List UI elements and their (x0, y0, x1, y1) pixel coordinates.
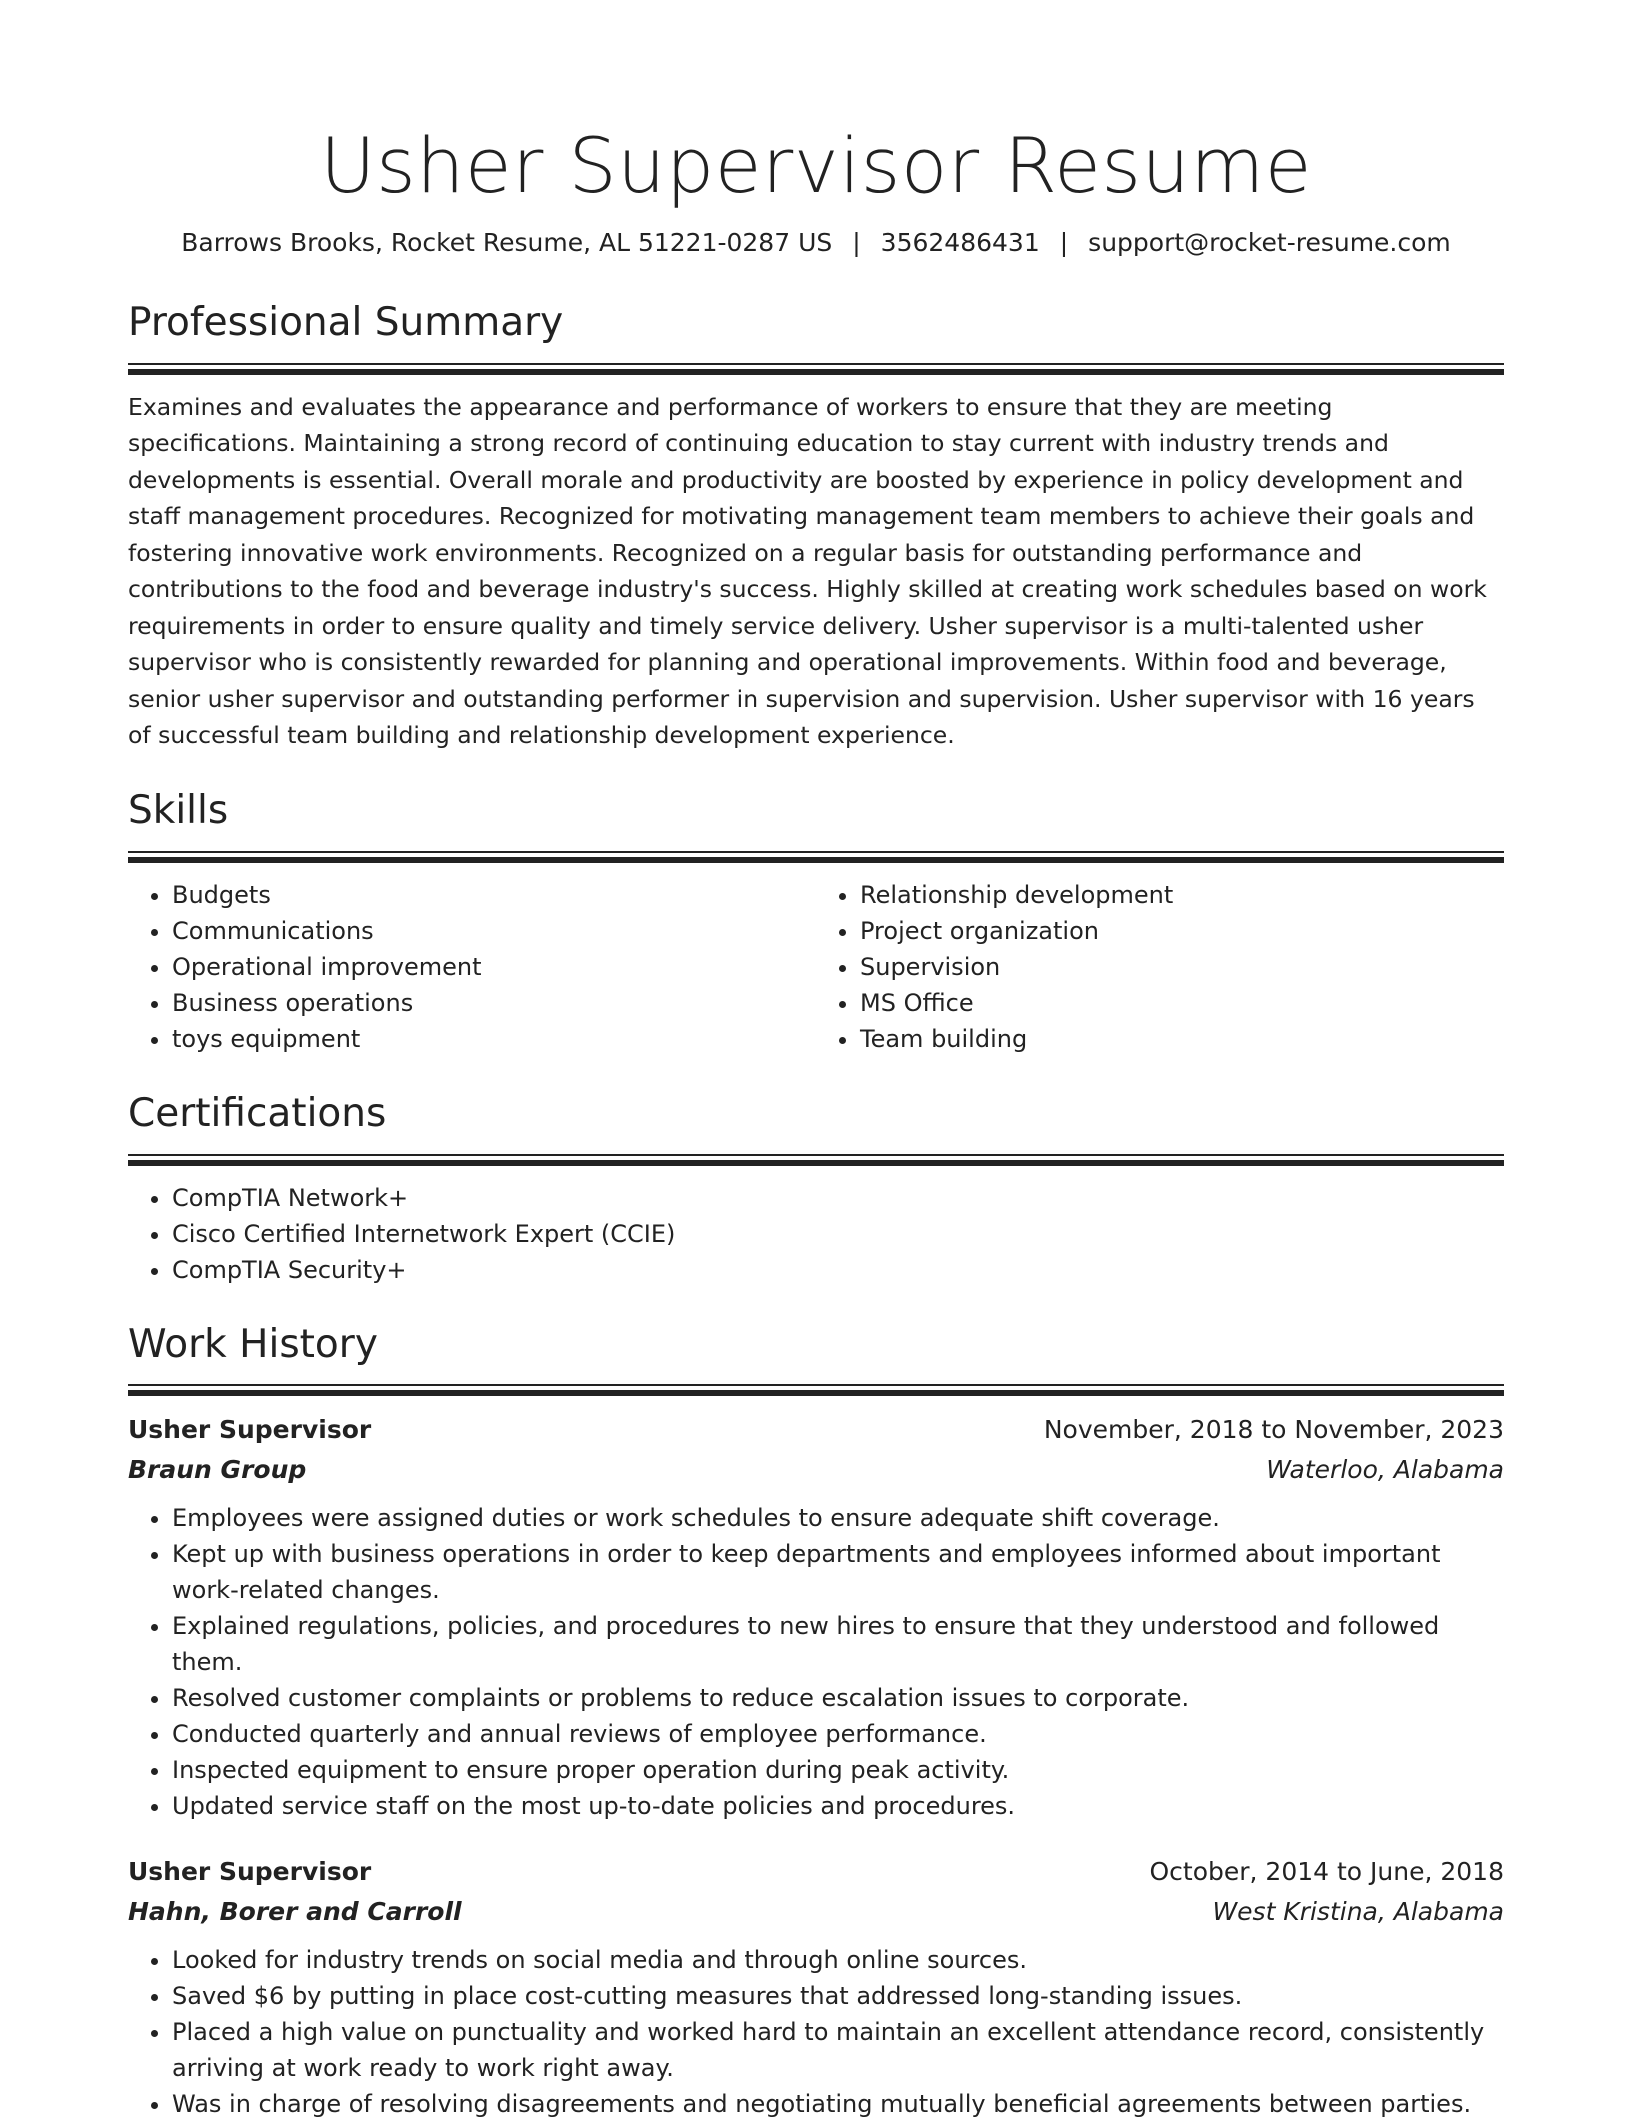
job-bullet: • Updated service staff on the most up-to-date policies and procedures. (172, 1788, 1504, 1824)
skill-item: • Project organization (860, 913, 1504, 949)
contact-address: Barrows Brooks, Rocket Resume, AL 51221-0287 US (181, 228, 833, 258)
job-bullet: • Kept up with business operations in order to keep departments and employees informed about important work-related changes. (172, 1536, 1504, 1608)
job-company-row (128, 1450, 1504, 1490)
contact-separator: | (852, 228, 861, 258)
job-bullet: • Resolved customer complaints or problems to reduce escalation issues to corporate. (172, 1680, 1504, 1716)
job-header-row (128, 1852, 1504, 1892)
job-bullet: • Conducted quarterly and annual reviews of employee performance. (172, 1716, 1504, 1752)
section-divider (128, 1154, 1504, 1166)
skill-item: • Operational improvement (172, 949, 816, 985)
job-bullets (128, 1500, 1504, 1824)
job-location: West Kristina, Alabama (1212, 1897, 1504, 1927)
section-divider (128, 851, 1504, 863)
summary-text: Examines and evaluates the appearance and performance of workers to ensure that they are meeting specifications. Maintaining a strong record of continuing education to stay current with industry trends and developments is essential. Overall morale and productivity are boosted by experience in policy development and staff management procedures. Recognized for motivating management team members to achieve their goals and fostering innovative work environments. Recognized on a regular basis for outstanding performance and contributions to the food and beverage industry's success. Highly skilled at creating work schedules based on work requirements in order to ensure quality and timely service delivery. Usher supervisor is a multi-talented usher supervisor who is consistently rewarded for planning and operational improvements. Within food and beverage, senior usher supervisor and outstanding performer in supervision and supervision. Usher supervisor with 16 years of successful team building and relationship development experience. (128, 392, 1487, 750)
skill-item: • Supervision (860, 949, 1504, 985)
contact-phone: 3562486431 (880, 228, 1040, 258)
skill-item: • toys equipment (172, 1021, 816, 1057)
contact-line (128, 225, 1504, 260)
skills-section (128, 788, 1504, 1057)
section-divider (128, 363, 1504, 375)
skills-columns (128, 877, 1504, 1057)
certification-item: • CompTIA Network+ (172, 1180, 1504, 1216)
job-bullet: • Inspected equipment to ensure proper operation during peak activity. (172, 1752, 1504, 1788)
skill-item: • Budgets (172, 877, 816, 913)
section-heading-summary: Professional Summary (128, 300, 564, 346)
work-history-section (128, 1322, 1504, 2122)
job-bullet: • Saved $6 by putting in place cost-cutting measures that addressed long-standing issues. (172, 1978, 1504, 2014)
page-title: Usher Supervisor Resume (319, 121, 1312, 210)
job-company-row (128, 1892, 1504, 1932)
job-company: Braun Group (128, 1455, 307, 1485)
contact-separator: | (1059, 228, 1069, 258)
job-bullet: • Looked for industry trends on social media and through online sources. (172, 1942, 1504, 1978)
professional-summary-section (128, 300, 1504, 754)
job-title: Usher Supervisor (128, 1857, 372, 1887)
job-bullet: • Employees were assigned duties or work schedules to ensure adequate shift coverage. (172, 1500, 1504, 1536)
section-heading-certifications: Certifications (128, 1090, 387, 1136)
certification-item: • Cisco Certified Internetwork Expert (CCIE) (172, 1216, 1504, 1252)
job-header-row (128, 1410, 1504, 1450)
job-title: Usher Supervisor (128, 1415, 372, 1445)
job-dates: October, 2014 to June, 2018 (1149, 1857, 1504, 1887)
certifications-list (128, 1180, 1504, 1288)
skill-item: • MS Office (860, 985, 1504, 1021)
job-company: Hahn, Borer and Carroll (128, 1897, 462, 1927)
certification-item: • CompTIA Security+ (172, 1252, 1504, 1288)
skill-item: • Business operations (172, 985, 816, 1021)
job-dates: November, 2018 to November, 2023 (1043, 1415, 1504, 1445)
skill-item: • Team building (860, 1021, 1504, 1057)
section-heading-skills: Skills (128, 787, 229, 833)
skill-item: • Relationship development (860, 877, 1504, 913)
job-bullet: • Explained regulations, policies, and procedures to new hires to ensure that they understood and followed them. (172, 1608, 1504, 1680)
job-location: Waterloo, Alabama (1266, 1455, 1504, 1485)
job-bullet: • Was in charge of resolving disagreements and negotiating mutually beneficial agreements between parties. (172, 2086, 1504, 2122)
job-bullets (128, 1942, 1504, 2122)
job-bullet: • Placed a high value on punctuality and worked hard to maintain an excellent attendance record, consistently arriving at work ready to work right away. (172, 2014, 1504, 2086)
job-entry (128, 1410, 1504, 1824)
contact-email: support@rocket-resume.com (1088, 228, 1451, 258)
section-divider (128, 1384, 1504, 1396)
certifications-section (128, 1091, 1504, 1288)
skills-list-right (816, 877, 1504, 1057)
section-heading-work-history: Work History (128, 1321, 378, 1367)
skills-list-left (128, 877, 816, 1057)
job-entry (128, 1852, 1504, 2122)
skill-item: • Communications (172, 913, 816, 949)
